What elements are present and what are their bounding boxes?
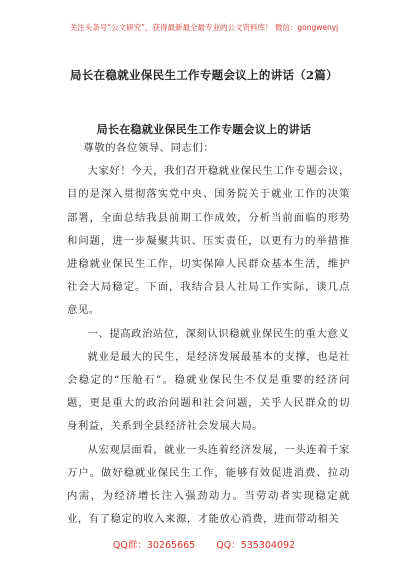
body-paragraph: 从宏观层面看，就业一头连着经济发展，一头连着千家万户。做好稳就业保民生工作，能够有效促进消费、拉动内需，为经济增长注入强劲动力。当劳动者实现稳定就业，有了稳定的收入来源，才能放心消费，进而带动相关 (67, 443, 350, 526)
section-title: 局长在稳就业保民生工作专题会议上的讲话 (96, 123, 312, 136)
body-paragraph: 就业是最大的民生，是经济发展最基本的支撑，也是社会稳定的“压舱石”。稳就业保民生不仅是重要的经济问题，更是重大的政治问题和社会问题，关乎人民群众的切身利益，关系到全县经济社会发展大局。 (67, 350, 350, 433)
body-paragraph: 大家好！今天，我们召开稳就业保民生工作专题会议，目的是深入贯彻落实党中央、国务院关于就业工作的决策部署，全面总结我县前期工作成效，分析当前面临的形势和问题，进一步凝聚共识、压实责任，以更有力的举措推进稳就业保民生工作，切实保障人民群众基本生活，维护社会大局稳定。下面，我结合县人社局工作实际，谈几点意见。 (67, 165, 350, 317)
footer-contact (0, 537, 408, 551)
heading-paragraph: 一、提高政治站位，深刻认识稳就业保民生的重大意义 (87, 327, 350, 340)
salutation-paragraph: 尊敬的各位领导、同志们： (83, 142, 215, 154)
header-promo-note: 关注头条号“公文研究”，获得最新最全最专业的公文资料库！ 微信：gongwenyj (69, 23, 339, 32)
footer-qq-number: QQ：535304092 (216, 540, 296, 551)
footer-qq-group: QQ群：30265665 (112, 540, 196, 551)
document-title: 局长在稳就业保民生工作专题会议上的讲话（2篇） (70, 68, 338, 82)
document-body (67, 137, 350, 531)
